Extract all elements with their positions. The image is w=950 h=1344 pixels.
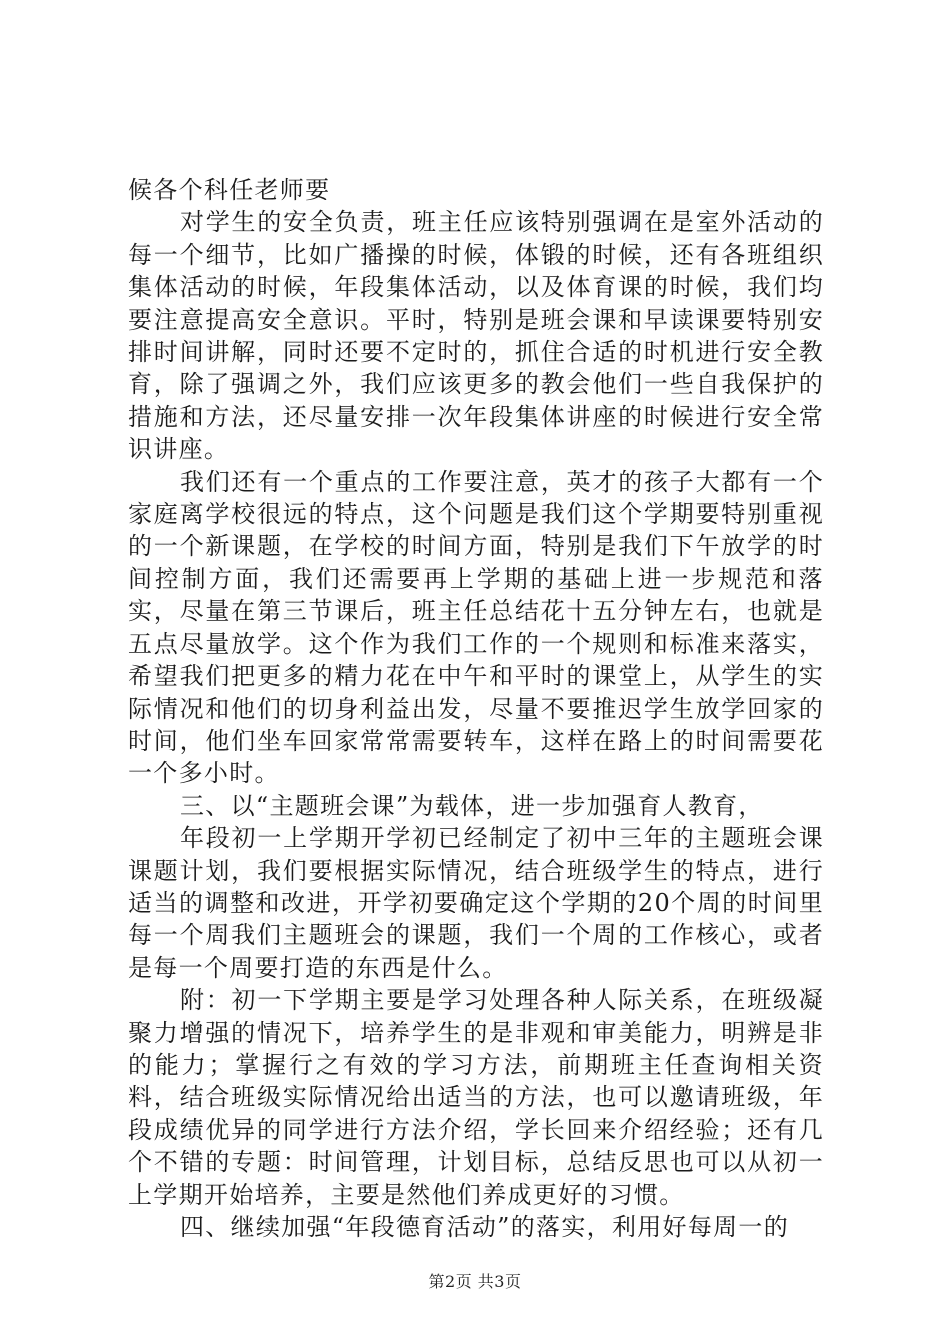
page-number-footer: 第2页 共3页 — [428, 1272, 522, 1291]
section-heading-4: 四、继续加强“年段德育活动”的落实，利用好每周一的 — [180, 1213, 790, 1241]
document-body — [128, 174, 824, 1243]
section-heading-3: 三、以“主题班会课”为载体，进一步加强育人教育， — [180, 791, 764, 820]
paragraph-continuation: 候各个科任老师要 — [128, 176, 331, 204]
paragraph-appendix: 附：初一下学期主要是学习处理各种人际关系，在班级凝聚力增强的情况下，培养学生的是非观和审美能力，明辨是非的能力；掌握行之有效的学习方法，前期班主任查询相关资料，结合班级实际情况给出适当的方法，也可以邀请班级，年段成绩优异的同学进行方法介绍，学长回来介绍经验；还有几个不错的专题：时间管理，计划目标，总结反思也可以从初一上学期开始培养，主要是然他们养成更好的习惯。 — [128, 986, 824, 1209]
paragraph-class-meeting-plan: 年段初一上学期开学初已经制定了初中三年的主题班会课课题计划，我们要根据实际情况，结合班级学生的特点，进行适当的调整和改进，开学初要确定这个学期的20个周的时间里每一个周我们主题班会的课题，我们一个周的工作核心，或者是每一个周要打造的东西是什么。 — [128, 824, 824, 982]
paragraph-dismissal-time: 我们还有一个重点的工作要注意，英才的孩子大都有一个家庭离学校很远的特点，这个问题是我们这个学期要特别重视的一个新课题，在学校的时间方面，特别是我们下午放学的时间控制方面，我们还需要再上学期的基础上进一步规范和落实，尽量在第三节课后，班主任总结花十五分钟左右，也就是五点尽量放学。这个作为我们工作的一个规则和标准来落实，希望我们把更多的精力花在中午和平时的课堂上，从学生的实际情况和他们的切身利益出发，尽量不要推迟学生放学回家的时间，他们坐车回家常常需要转车，这样在路上的时间需要花一个多小时。 — [128, 467, 824, 788]
paragraph-safety: 对学生的安全负责，班主任应该特别强调在是室外活动的每一个细节，比如广播操的时候，体锻的时候，还有各班组织集体活动的时候，年段集体活动，以及体育课的时候，我们均要注意提高安全意识。平时，特别是班会课和早读课要特别安排时间讲解，同时还要不定时的，抓住合适的时机进行安全教育，除了强调之外，我们应该更多的教会他们一些自我保护的措施和方法，还尽量安排一次年段集体讲座的时候进行安全常识讲座。 — [128, 208, 824, 464]
